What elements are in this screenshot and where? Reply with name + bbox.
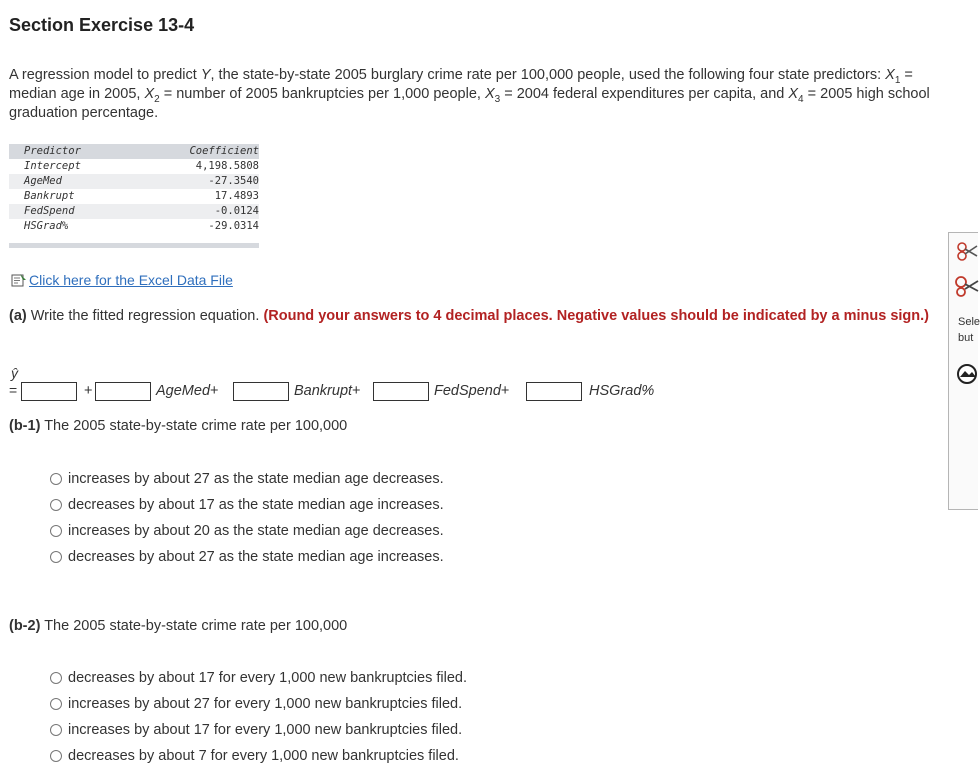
predictor-cell: HSGrad% [24,220,69,232]
excel-file-icon [11,273,27,287]
coefficient-cell: 4,198.5808 [195,160,259,172]
radio-button[interactable] [50,551,62,563]
excel-link-label[interactable]: Click here for the Excel Data File [29,272,233,288]
term-agemed: AgeMed+ [156,383,219,399]
select-hint-text: Sele [958,316,980,328]
part-b2-options [50,665,467,769]
intercept-input[interactable] [21,382,77,401]
term-hsgrad: HSGrad% [589,383,655,399]
agemed-coef-input[interactable] [95,382,151,401]
regression-table [9,144,259,248]
plus-sign: + [84,383,93,399]
side-tool-panel [948,232,978,510]
part-b1-question: (b-1) The 2005 state-by-state crime rate per 100,000 [9,418,348,434]
table-row [9,159,259,174]
radio-button[interactable] [50,499,62,511]
bankrupt-coef-input[interactable] [233,382,289,401]
table-header-coefficient: Coefficient [189,145,259,157]
radio-button[interactable] [50,672,62,684]
radio-button[interactable] [50,724,62,736]
part-a-question: (a) Write the fitted regression equation. (Round your answers to 4 decimal places. Negative values should be indicated by a minus sign.) [9,308,930,324]
coefficient-cell: -29.0314 [208,220,259,232]
button-hint-text: but [958,332,974,344]
b2-option[interactable]: increases by about 27 for every 1,000 new bankruptcies filed. [50,691,467,717]
part-b2-question: (b-2) The 2005 state-by-state crime rate per 100,000 [9,618,348,634]
predictor-cell: Bankrupt [24,190,75,202]
b2-option[interactable]: decreases by about 7 for every 1,000 new bankruptcies filed. [50,743,467,769]
b2-option[interactable]: decreases by about 17 for every 1,000 new bankruptcies filed. [50,665,467,691]
scissors-select-icon[interactable] [954,275,978,297]
b1-option[interactable]: decreases by about 27 as the state median age increases. [50,544,444,570]
b2-option[interactable]: increases by about 17 for every 1,000 new bankruptcies filed. [50,717,467,743]
coefficient-cell: 17.4893 [214,190,259,202]
b1-option[interactable]: increases by about 27 as the state median age decreases. [50,466,444,492]
table-row [9,219,259,234]
regression-equation [9,365,709,405]
table-footer-bar [9,243,259,248]
table-row [9,204,259,219]
camera-capture-icon[interactable] [956,363,980,385]
fedspend-coef-input[interactable] [373,382,429,401]
term-fedspend: FedSpend+ [434,383,510,399]
predictor-cell: AgeMed [24,175,62,187]
part-b1-options [50,466,444,570]
term-bankrupt: Bankrupt+ [294,383,361,399]
coefficient-cell: -0.0124 [214,205,259,217]
table-row [9,174,259,189]
table-header-predictor: Predictor [24,145,81,157]
problem-statement: A regression model to predict Y, the state-by-state 2005 burglary crime rate per 100,000 people, used the following four state predictors: $X_1$ = median age in 2005, $X_2$ = number of 2005 bankruptcies per 1,000 people, $X_3 = 2004$ federal expenditures per capita, and $X_4 = 2005$ high school graduation percentage. [9,67,930,121]
coefficient-cell: -27.3540 [208,175,259,187]
b1-option[interactable]: decreases by about 17 as the state median age increases. [50,492,444,518]
rounding-instruction: (Round your answers to 4 decimal places. Negative values should be indicated by a minus sign.) [263,308,930,324]
table-header-row [9,144,259,159]
predictor-cell: Intercept [24,160,81,172]
radio-button[interactable] [50,698,62,710]
scissors-tool-icon[interactable] [956,241,978,261]
equals-sign: = [9,382,18,398]
table-row [9,189,259,204]
page-title: Section Exercise 13-4 [9,15,195,35]
predictor-cell: FedSpend [24,205,75,217]
radio-button[interactable] [50,473,62,485]
hsgrad-coef-input[interactable] [526,382,582,401]
b1-option[interactable]: increases by about 20 as the state median age decreases. [50,518,444,544]
radio-button[interactable] [50,750,62,762]
excel-data-link[interactable] [11,272,233,288]
y-hat-symbol: ŷ [11,365,18,381]
radio-button[interactable] [50,525,62,537]
